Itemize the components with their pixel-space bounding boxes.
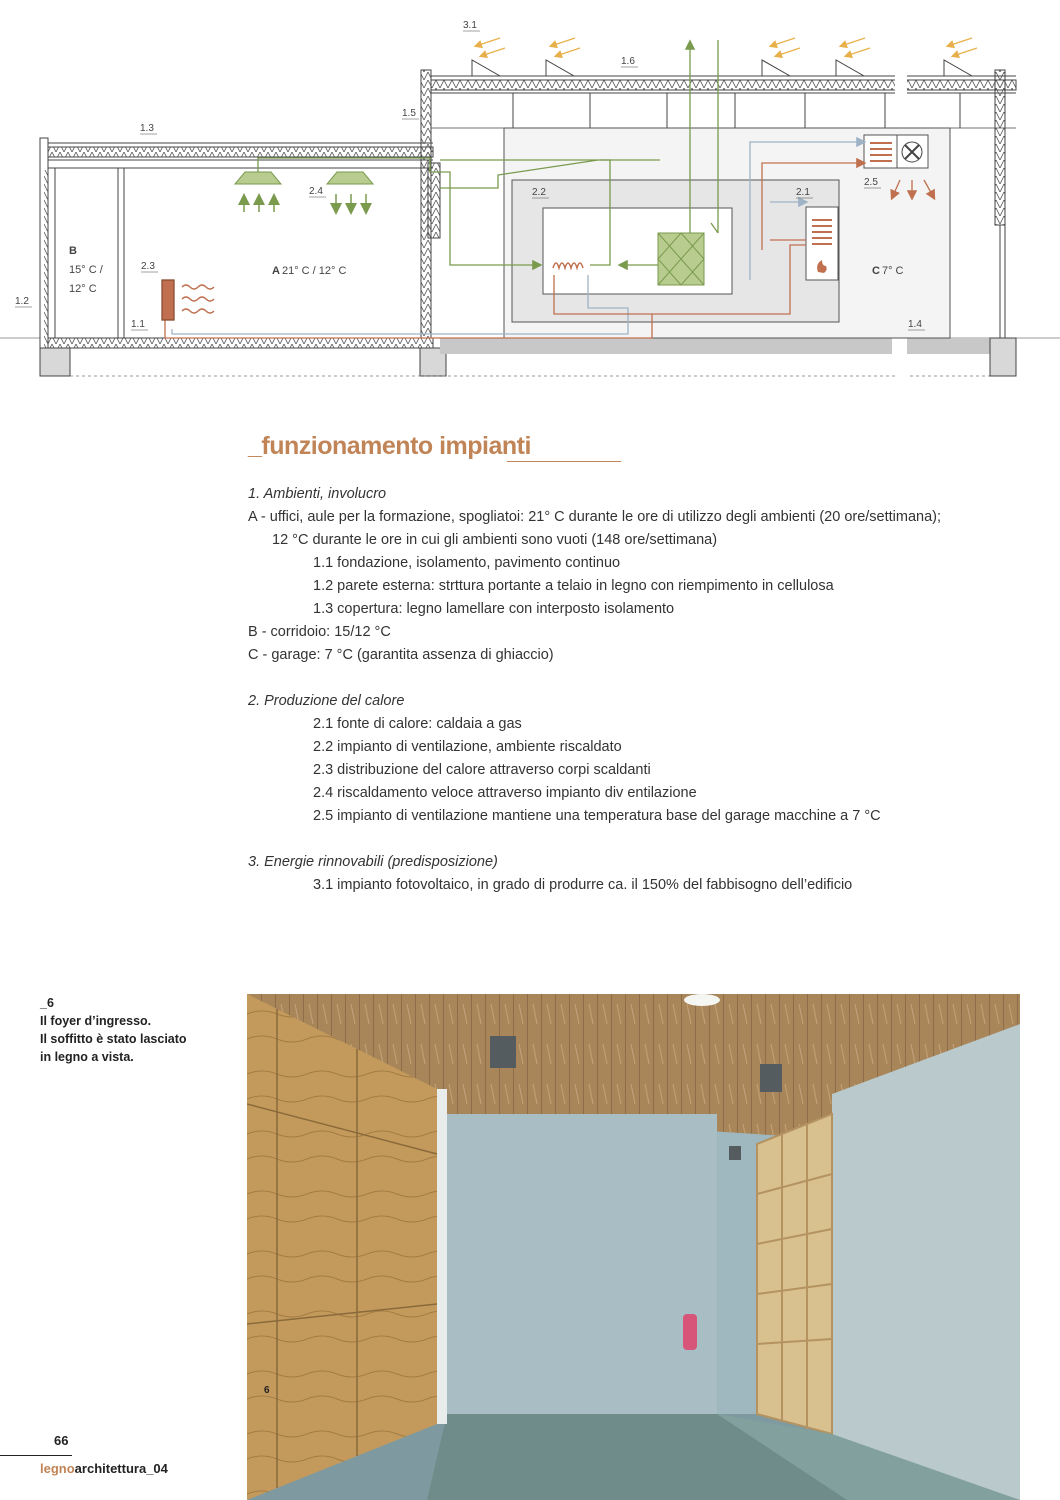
callout-2-4: 2.4 bbox=[309, 186, 323, 197]
item-3-1: 3.1 impianto fotovoltaico, in grado di produrre ca. il 150% del fabbisogno dell’edificio bbox=[313, 877, 853, 893]
callout-2-1: 2.1 bbox=[796, 187, 810, 198]
callout-3-1: 3.1 bbox=[463, 20, 477, 31]
publication-name-accent: legno bbox=[40, 1461, 75, 1476]
line-c: C - garage: 7 °C (garantita assenza di ghiaccio) bbox=[248, 647, 554, 663]
callout-2-2: 2.2 bbox=[532, 187, 546, 198]
room-b-letter: B bbox=[69, 245, 77, 257]
back-wall bbox=[447, 1114, 717, 1414]
item-2-4: 2.4 riscaldamento veloce attraverso impianto div entilazione bbox=[313, 785, 697, 801]
item-1-3: 1.3 copertura: legno lamellare con interposto isolamento bbox=[313, 601, 675, 617]
room-b-temp-2: 12° C bbox=[69, 283, 97, 295]
fire-extinguisher bbox=[683, 1314, 697, 1350]
room-c-temp: 7° C bbox=[881, 265, 904, 277]
line-a-1: A - uffici, aule per la formazione, spogliatoi: 21° C durante le ore di utilizzo degli ambienti (20 ore/settimana); bbox=[248, 509, 942, 525]
right-wall bbox=[832, 1024, 1020, 1500]
svg-text:C7° C bbox=[872, 265, 904, 277]
svg-text:A21° C / 12° C bbox=[272, 265, 346, 277]
caption-line-2: Il soffitto è stato lasciato bbox=[40, 1032, 187, 1046]
callout-1-4: 1.4 bbox=[908, 319, 922, 330]
photo-tag: 6 bbox=[264, 1385, 270, 1396]
title-underline bbox=[507, 461, 621, 462]
callout-1-3: 1.3 bbox=[140, 123, 154, 134]
item-2-1: 2.1 fonte di calore: caldaia a gas bbox=[313, 716, 522, 732]
low-roof bbox=[48, 143, 433, 168]
caption-number: _6 bbox=[40, 996, 54, 1010]
body-text bbox=[248, 483, 1048, 897]
caption-line-3: in legno a vista. bbox=[40, 1050, 134, 1064]
publication-name-rest: architettura_04 bbox=[74, 1461, 168, 1476]
item-1-1: 1.1 fondazione, isolamento, pavimento continuo bbox=[313, 555, 621, 571]
caption-line-1: Il foyer d’ingresso. bbox=[40, 1014, 152, 1028]
publication-name bbox=[40, 1461, 168, 1476]
callout-1-6: 1.6 bbox=[621, 56, 635, 67]
room-a-temp: 21° C / 12° C bbox=[281, 265, 347, 277]
line-a-2: 12 °C durante le ore in cui gli ambienti sono vuoti (148 ore/settimana) bbox=[272, 532, 718, 548]
room-b-temp-1: 15° C / bbox=[69, 264, 103, 276]
footer-rule bbox=[0, 1455, 72, 1456]
callout-1-5: 1.5 bbox=[402, 108, 416, 119]
heading-1: 1. Ambienti, involucro bbox=[248, 486, 387, 502]
page-number: 66 bbox=[54, 1433, 69, 1448]
item-2-3: 2.3 distribuzione del calore attraverso corpi scaldanti bbox=[313, 762, 651, 778]
room-a-letter: A bbox=[272, 265, 280, 277]
callout-1-1: 1.1 bbox=[131, 319, 145, 330]
photo-caption bbox=[40, 994, 220, 1066]
building-section-diagram bbox=[0, 0, 1060, 400]
room-c-letter: C bbox=[872, 265, 880, 277]
foyer-photo bbox=[247, 994, 1020, 1500]
line-b: B - corridoio: 15/12 °C bbox=[248, 624, 391, 640]
heading-2: 2. Produzione del calore bbox=[248, 693, 405, 709]
heading-3: 3. Energie rinnovabili (predisposizione) bbox=[248, 854, 498, 870]
callout-2-5: 2.5 bbox=[864, 177, 878, 188]
section-title: _funzionamento impianti bbox=[248, 432, 531, 460]
callout-2-3: 2.3 bbox=[141, 261, 155, 272]
item-2-2: 2.2 impianto di ventilazione, ambiente riscaldato bbox=[313, 739, 622, 755]
item-2-5: 2.5 impianto di ventilazione mantiene una temperatura base del garage macchine a 7 °C bbox=[313, 808, 881, 824]
shelving bbox=[757, 1114, 832, 1434]
callout-1-2: 1.2 bbox=[15, 296, 29, 307]
ceiling-diffusers bbox=[235, 172, 373, 212]
item-1-2: 1.2 parete esterna: strttura portante a telaio in legno con riempimento in cellulosa bbox=[313, 578, 834, 594]
